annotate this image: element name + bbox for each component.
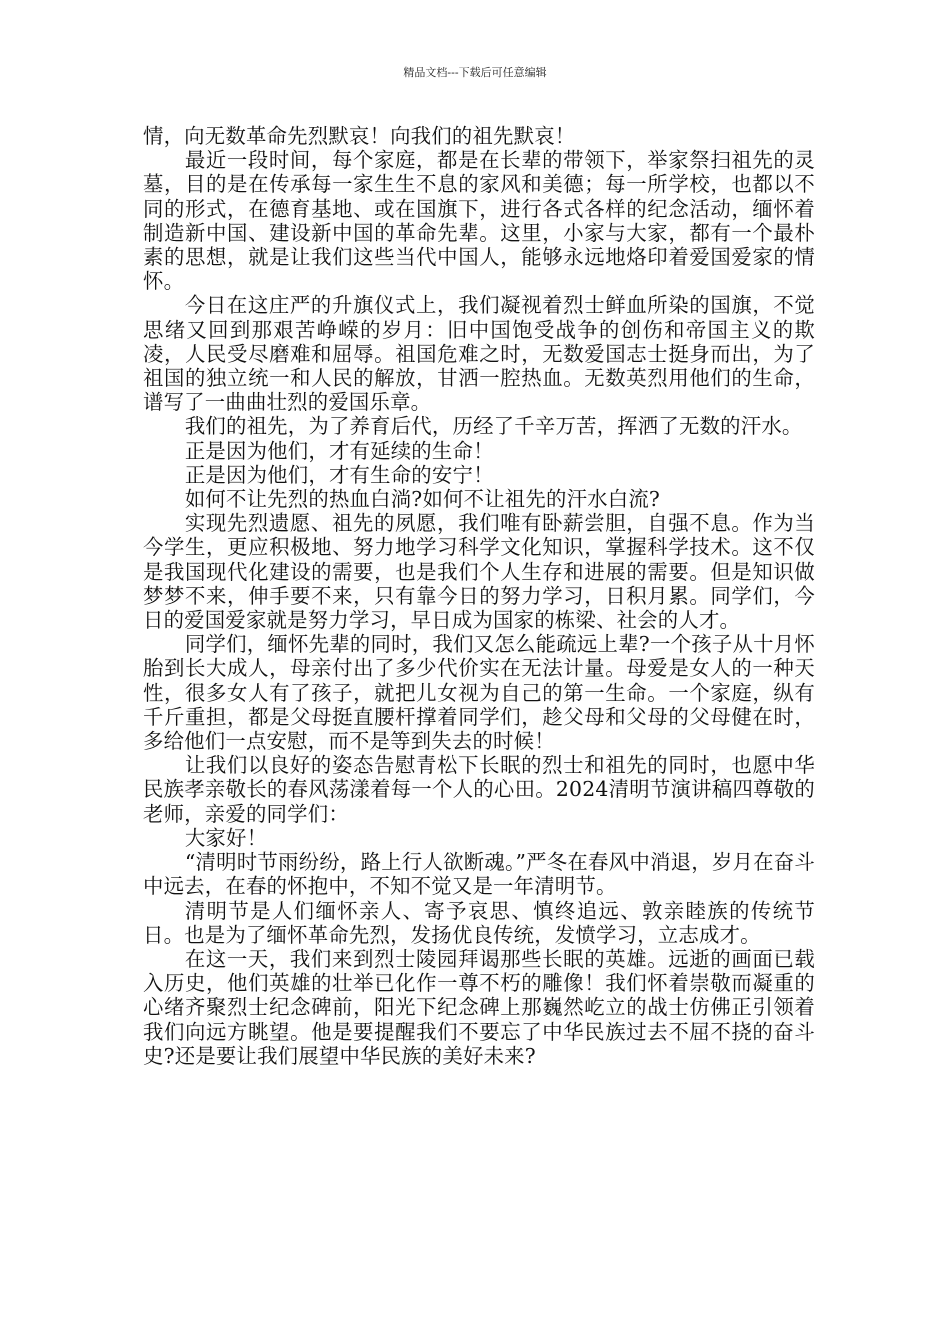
paragraph: 我们的祖先，为了养育后代，历经了千辛万苦，挥洒了无数的汗水。 <box>184 414 803 439</box>
paragraph: 正是因为他们，才有延续的生命！ <box>184 438 494 463</box>
document-body <box>143 124 815 1068</box>
paragraph: 正是因为他们，才有生命的安宁！ <box>184 462 494 487</box>
page-header: 精品文档---下载后可任意编辑 <box>403 66 547 79</box>
paragraph: 在这一天，我们来到烈士陵园拜谒那些长眠的英雄。远逝的画面已载入历史，他们英雄的壮举已化作一尊不朽的雕像！我们怀着崇敬而凝重的心绪齐聚烈士纪念碑前，阳光下纪念碑上那巍然屹立的战士仿佛正引领着我们向远方眺望。他是要提醒我们不要忘了中华民族过去不屈不挠的奋斗史?还是要让我们展望中华民族的美好未来? <box>143 946 815 1068</box>
paragraph: “清明时节雨纷纷，路上行人欲断魂。”严冬在春风中消退，岁月在奋斗中远去，在春的怀抱中，不知不觉又是一年清明节。 <box>143 850 815 899</box>
paragraph: 让我们以良好的姿态告慰青松下长眠的烈士和祖先的同时，也愿中华民族孝亲敬长的春风荡漾着每一个人的心田。2024清明节演讲稿四尊敬的老师，亲爱的同学们： <box>143 753 815 826</box>
paragraph: 实现先烈遗愿、祖先的夙愿，我们唯有卧薪尝胆，自强不息。作为当今学生，更应积极地、努力地学习科学文化知识，掌握科学技术。这不仅是我国现代化建设的需要，也是我们个人生存和进展的需要。但是知识做梦梦不来，伸手要不来，只有靠今日的努力学习，日积月累。同学们，今日的爱国爱家就是努力学习，早日成为国家的栋梁、社会的人才。 <box>143 511 815 633</box>
paragraph: 最近一段时间，每个家庭，都是在长辈的带领下，举家祭扫祖先的灵墓，目的是在传承每一家生生不息的家风和美德；每一所学校，也都以不同的形式，在德育基地、或在国旗下，进行各式各样的纪念活动，缅怀着制造新中国、建设新中国的革命先辈。这里，小家与大家，都有一个最朴素的思想，就是让我们这些当代中国人，能够永远地烙印着爱国爱家的情怀。 <box>143 148 815 294</box>
paragraph: 今日在这庄严的升旗仪式上，我们凝视着烈士鲜血所染的国旗，不觉思绪又回到那艰苦峥嵘的岁月：旧中国饱受战争的创伤和帝国主义的欺凌，人民受尽磨难和屈辱。祖国危难之时，无数爱国志士挺身而出，为了祖国的独立统一和人民的解放，甘洒一腔热血。无数英烈用他们的生命，谱写了一曲曲壮烈的爱国乐章。 <box>143 293 815 415</box>
paragraph: 如何不让先烈的热血白淌?如何不让祖先的汗水白流? <box>184 487 661 512</box>
paragraph: 情，向无数革命先烈默哀！向我们的祖先默哀！ <box>143 124 576 148</box>
paragraph: 同学们，缅怀先辈的同时，我们又怎么能疏远上辈?一个孩子从十月怀胎到长大成人，母亲付出了多少代价实在无法计量。母爱是女人的一种天性，很多女人有了孩子，就把儿女视为自己的第一生命。一个家庭，纵有千斤重担，都是父母挺直腰杆撑着同学们，趁父母和父母的父母健在时，多给他们一点安慰，而不是等到失去的时候！ <box>143 632 815 754</box>
paragraph: 清明节是人们缅怀亲人、寄予哀思、慎终追远、敦亲睦族的传统节日。也是为了缅怀革命先烈，发扬优良传统，发愤学习，立志成才。 <box>143 898 815 947</box>
paragraph: 大家好！ <box>184 825 268 850</box>
